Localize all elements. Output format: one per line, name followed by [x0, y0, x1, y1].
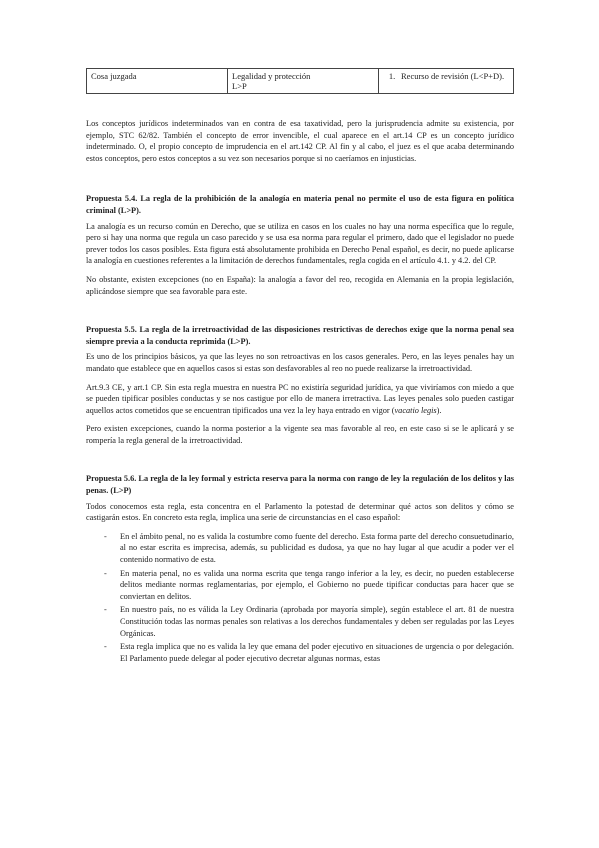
- p55-paragraph-2-end: ).: [436, 405, 442, 415]
- enumerated-item: [383, 71, 509, 81]
- heading-propuesta-5-5: Propuesta 5.5. La regla de la irretroactividad de las disposiciones restrictivas de derechos exige que la norma penal sea siempre previa a la conducta reprimida (L>P).: [86, 325, 514, 346]
- p55-paragraph-1: Es uno de los principios básicos, ya que las leyes no son retroactivas en los casos generales. Pero, en las leyes penales hay un mandato que establece que en aquellos casos si estas son desfavorables al reo no puede realizarse la irretroactividad.: [86, 352, 514, 373]
- dash-bullet: -: [104, 531, 107, 541]
- list-item-text: En el ámbito penal, no es valida la costumbre como fuente del derecho. Esta forma parte del derecho consuetudinario, al no estar escrita es imprecisa, además, su publicidad es dudosa, ya que no hay lugar al que acudir a poder ver el contenido normativo de esta.: [120, 531, 514, 565]
- list-item: [86, 604, 514, 639]
- heading-propuesta-5-6: Propuesta 5.6. La regla de la ley formal y estricta reserva para la norma con rango de ley la regulación de los delitos y las penas. (L>P): [86, 474, 514, 496]
- table-cell-legalidad-line2: L>P: [232, 81, 247, 91]
- dash-bullet: -: [104, 605, 107, 615]
- table-cell-legalidad: [228, 69, 379, 94]
- table-cell-legalidad-line1: Legalidad y protección: [232, 71, 311, 81]
- list-item-text: En materia penal, no es valida una norma escrita que tenga rango inferior a la ley, es decir, no pueden establecerse delitos mediante normas reglamentarias, por ejemplo, el Gobierno no puede tipificar conductas para hacer que se conviertan en delitos.: [120, 568, 514, 601]
- dash-bullet: -: [104, 568, 107, 578]
- circumstances-list: [86, 531, 514, 665]
- enum-text: Recurso de revisión (L<P+D).: [401, 71, 505, 81]
- p55-paragraph-3: Pero existen excepciones, cuando la norma posterior a la vigente sea mas favorable al reo, en este caso si se le aplicará y se rompería la regla general de la irretroactividad.: [86, 424, 514, 445]
- p55-paragraph-2-text: Art.9.3 CE, y art.1 CP. Sin esta regla muestra en nuestra PC no existiría seguridad jurídica, ya que viviríamos con miedo a que se pueden tipificar posibles conductas y se nos castigue por ello de manera irretractiva. Las leyes penales solo pueden castigar aquellos actos cometidos que se encuentran tipificados una vez la ley haya entrado en vigor (: [86, 382, 514, 415]
- table-cell-recurso: [379, 69, 514, 94]
- p55-paragraph-2: [86, 382, 514, 417]
- enum-number: 1.: [388, 71, 396, 81]
- p56-paragraph-1: Todos conocemos esta regla, esta concentra en el Parlamento la potestad de determinar qué actos son delitos y cómo se castigarán estos. En concreto esta regla, implica una serie de circunstancias en el caso español:: [86, 501, 514, 523]
- list-item: [86, 641, 514, 664]
- summary-table: [86, 68, 514, 94]
- p54-paragraph-2: No obstante, existen excepciones (no en España): la analogía a favor del reo, recogida en Alemania en la propia legislación, aplicándose siempre que sea favorable para este.: [86, 274, 514, 296]
- intro-paragraph: Los conceptos jurídicos indeterminados van en contra de esa taxatividad, pero la jurisprudencia admite su existencia, por ejemplo, STC 62/82. También el concepto de error invencible, el cual aparece en el art.14 CP es un concepto jurídico indeterminado. O, el propio concepto de imprudencia en el art.142 CP. Al fin y al cabo, el juez es el que acaba determinando estos conceptos, pero estos conceptos a su vez son necesarios porque si no caeríamos en injusticias.: [86, 119, 514, 163]
- table-row: [87, 69, 514, 94]
- list-item-text: En nuestro país, no es válida la Ley Ordinaria (aprobada por mayoría simple), según establece el art. 81 de nuestra Constitución todas las normas penales son relativas a los derechos fundamentales y deben ser reguladas por las Leyes Orgánicas.: [120, 605, 514, 638]
- vacatio-legis-term: vacatio legis: [394, 405, 437, 415]
- document-body: [86, 118, 514, 666]
- dash-bullet: -: [104, 642, 107, 652]
- heading-propuesta-5-4: Propuesta 5.4. La regla de la prohibición de la analogía en materia penal no permite el uso de esta figura en política criminal (L>P).: [86, 194, 514, 215]
- p54-paragraph-1: La analogía es un recurso común en Derecho, que se utiliza en casos en los cuales no hay una norma específica que lo regule, pero si hay una norma que regula un caso parecido y se usa esa norma para regular el primero, dado que el legislador no puede prever todos los casos posibles. Esta figura está absolutamente prohibida en Derecho Penal español, es decir, no puede aplicarse la analogía en cuestiones referentes a la limitación de derechos fundamentales, regla cogida en el artículo 4.1. y 4.2. del CP.: [86, 221, 514, 266]
- list-item: [86, 568, 514, 603]
- list-item: [86, 531, 514, 566]
- list-item-text: Esta regla implica que no es valida la ley que emana del poder ejecutivo en situaciones de urgencia o por delegación. El Parlamento puede delegar al poder ejecutivo decretar algunas normas, estas: [120, 642, 514, 663]
- table-cell-cosa-juzgada: Cosa juzgada: [87, 69, 228, 94]
